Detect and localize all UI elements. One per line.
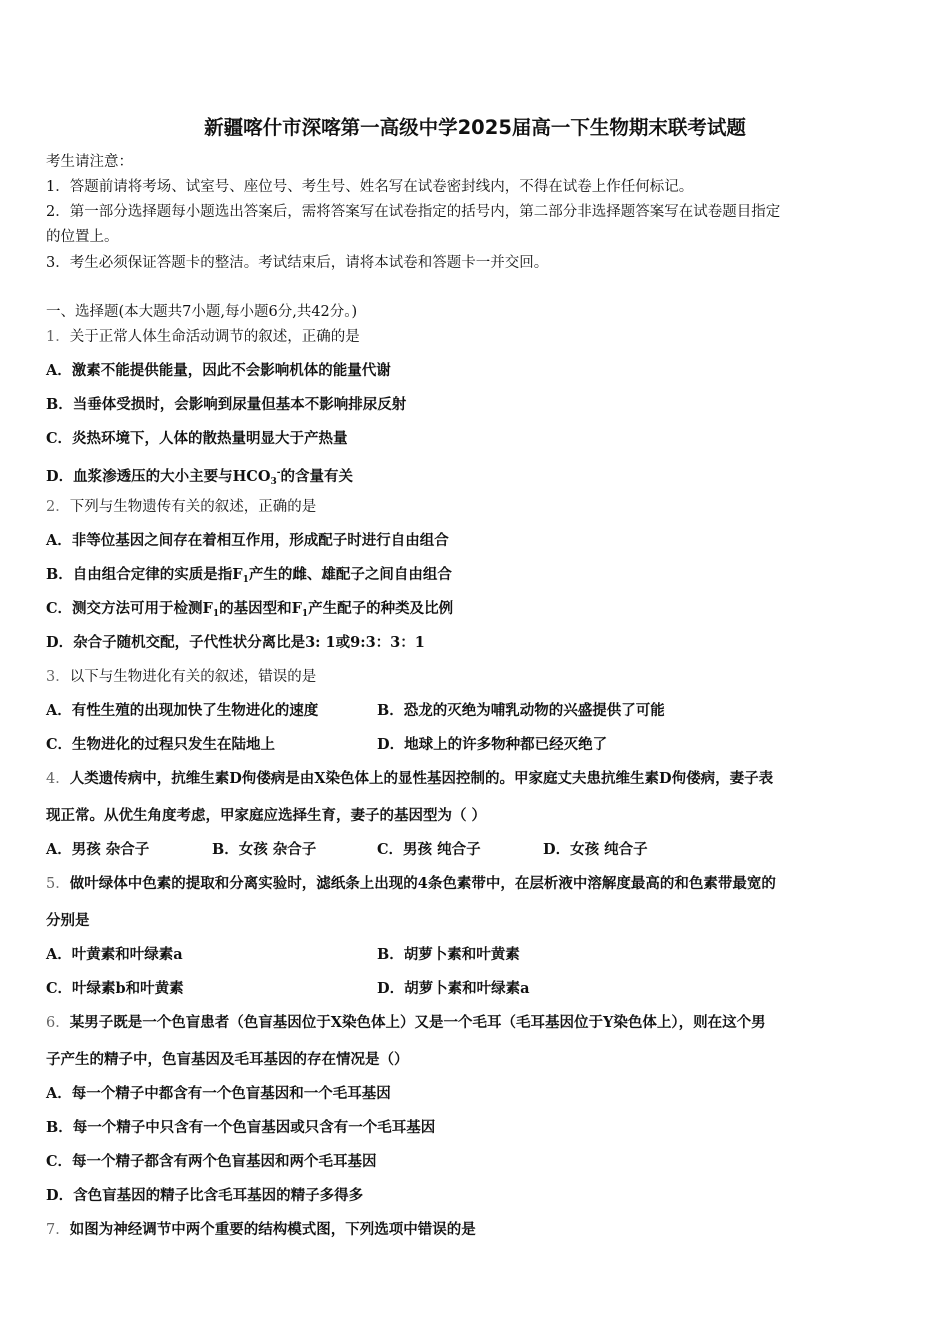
q2-option-c-text: C．测交方法可用于检测F	[46, 600, 213, 617]
subscript: 1	[242, 575, 249, 585]
q2-option-d: D．杂合子随机交配，子代性状分离比是3: 1或9:3：3：1	[46, 634, 425, 651]
question-number: 1．	[46, 329, 70, 345]
question-number: 7．	[46, 1222, 70, 1238]
q6-option-b: B．每一个精子中只含有一个色盲基因或只含有一个毛耳基因	[46, 1119, 436, 1136]
subscript: 3	[270, 477, 277, 487]
q1-option-d-text: D．血浆渗透压的大小主要与HCO	[46, 468, 271, 485]
q3-option-b: B．恐龙的灭绝为哺乳动物的兴盛提供了可能	[377, 702, 665, 719]
q5-option-a: A．叶黄素和叶绿素a	[46, 946, 183, 963]
question-stem: 某男子既是一个色盲患者（色盲基因位于X染色体上）又是一个毛耳（毛耳基因位于Y染色体上），则在这个男	[69, 1014, 766, 1031]
q4-option-d: D．女孩 纯合子	[543, 841, 648, 858]
question-number: 2．	[46, 499, 70, 515]
q1-option-b: B．当垂体受损时，会影响到尿量但基本不影响排尿反射	[46, 396, 407, 413]
q2-option-c-mid: 的基因型和F	[219, 600, 302, 617]
q3-option-c: C．生物进化的过程只发生在陆地上	[46, 736, 276, 753]
q6-option-c: C．每一个精子都含有两个色盲基因和两个毛耳基因	[46, 1153, 377, 1170]
q5-option-d: D．胡萝卜素和叶绿素a	[377, 980, 530, 997]
question-5	[46, 874, 776, 894]
q4-option-a: A．男孩 杂合子	[46, 841, 150, 858]
q2-option-c	[46, 599, 453, 624]
question-4	[46, 769, 773, 789]
question-7	[46, 1220, 476, 1240]
question-1	[46, 327, 360, 347]
q2-option-b	[46, 565, 452, 590]
q1-option-d	[46, 463, 353, 492]
question-2	[46, 497, 316, 517]
question-number: 3．	[46, 669, 70, 685]
q2-option-a: A．非等位基因之间存在着相互作用，形成配子时进行自由组合	[46, 532, 449, 549]
q1-option-c: C．炎热环境下，人体的散热量明显大于产热量	[46, 430, 348, 447]
q5-option-b: B．胡萝卜素和叶黄素	[377, 946, 520, 963]
notice-item-2-cont: 的位置上。	[46, 229, 119, 245]
q2-option-c-tail: 产生配子的种类及比例	[308, 600, 454, 617]
q6-option-a: A．每一个精子中都含有一个色盲基因和一个毛耳基因	[46, 1085, 391, 1102]
q6-option-d: D．含色盲基因的精子比含毛耳基因的精子多得多	[46, 1187, 364, 1204]
notice-item-1: 1．答题前请将考场、试室号、座位号、考生号、姓名写在试卷密封线内，不得在试卷上作任何标记。	[46, 179, 694, 195]
question-number: 4．	[46, 771, 70, 787]
question-stem: 关于正常人体生命活动调节的叙述，正确的是	[69, 329, 360, 345]
q4-option-c: C．男孩 纯合子	[377, 841, 481, 858]
q5-option-c: C．叶绿素b和叶黄素	[46, 980, 184, 997]
question-stem: 人类遗传病中，抗维生素D佝偻病是由X染色体上的显性基因控制的。甲家庭丈夫患抗维生素D佝偻病，妻子表	[69, 770, 774, 787]
question-6	[46, 1013, 766, 1033]
question-6-cont: 子产生的精子中，色盲基因及毛耳基因的存在情况是（）	[46, 1051, 409, 1068]
question-5-cont: 分别是	[46, 912, 90, 929]
question-4-cont: 现正常。从优生角度考虑，甲家庭应选择生育，妻子的基因型为（ ）	[46, 807, 487, 824]
subscript: 1	[212, 609, 220, 619]
question-stem: 如图为神经调节中两个重要的结构模式图，下列选项中错误的是	[69, 1221, 476, 1238]
q2-option-b-text: B．自由组合定律的实质是指F	[46, 566, 243, 583]
page-title: 新疆喀什市深喀第一高级中学2025届高一下生物期末联考试题	[204, 116, 746, 139]
q3-option-a: A．有性生殖的出现加快了生物进化的速度	[46, 702, 319, 719]
question-number: 6．	[46, 1015, 70, 1031]
notice-item-2: 2．第一部分选择题每小题选出答案后，需将答案写在试卷指定的括号内，第二部分非选择题答案写在试卷题目指定	[46, 204, 781, 220]
q1-option-d-tail: 的含量有关	[280, 468, 353, 485]
q2-option-b-tail: 产生的雌、雄配子之间自由组合	[248, 566, 452, 583]
subscript: 1	[301, 609, 309, 619]
question-stem: 下列与生物遗传有关的叙述，正确的是	[69, 499, 317, 515]
question-stem: 做叶绿体中色素的提取和分离实验时，滤纸条上出现的4条色素带中，在层析液中溶解度最高的和色素带最宽的	[69, 875, 776, 892]
notice-item-3: 3．考生必须保证答题卡的整洁。考试结束后，请将本试卷和答题卡一并交回。	[46, 255, 549, 271]
q3-option-d: D．地球上的许多物种都已经灭绝了	[377, 736, 608, 753]
question-stem: 以下与生物进化有关的叙述，错误的是	[69, 669, 317, 685]
question-3	[46, 667, 316, 687]
question-number: 5．	[46, 876, 70, 892]
q1-option-a: A．激素不能提供能量，因此不会影响机体的能量代谢	[46, 362, 391, 379]
q4-option-b: B．女孩 杂合子	[212, 841, 317, 858]
superscript: -	[276, 468, 281, 478]
notice-heading: 考生请注意：	[46, 154, 133, 170]
section-heading: 一、选择题(本大题共7小题,每小题6分,共42分。)	[46, 304, 358, 320]
